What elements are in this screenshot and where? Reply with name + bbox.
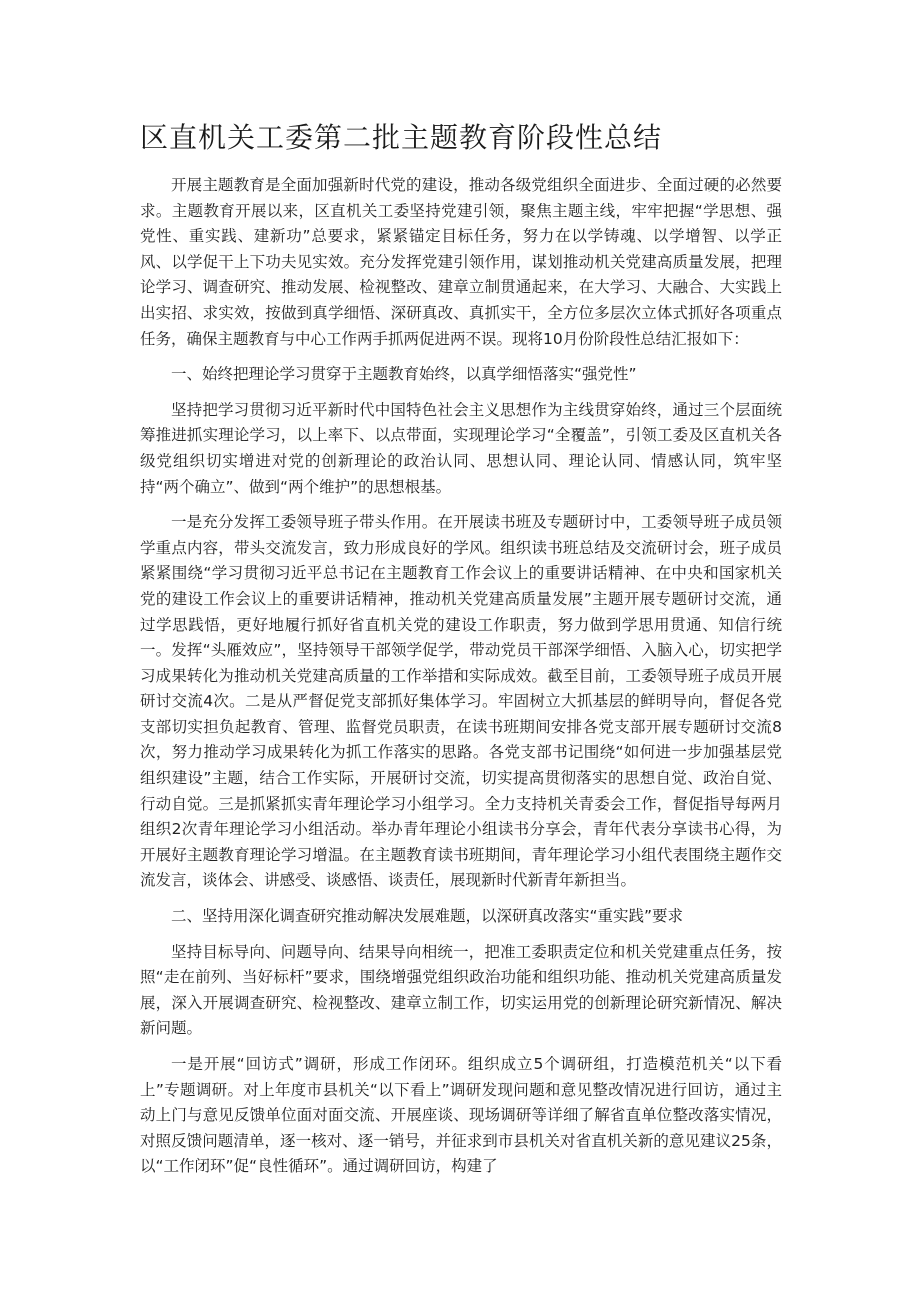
- body-paragraph: 一是充分发挥工委领导班子带头作用。在开展读书班及专题研讨中，工委领导班子成员领学重点内容，带头交流发言，致力形成良好的学风。组织读书班总结及交流研讨会，班子成员紧紧围绕“学习贯彻习近平总书记在主题教育工作会议上的重要讲话精神、在中央和国家机关党的建设工作会议上的重要讲话精神，推动机关党建高质量发展”主题开展专题研讨交流，通过学思践悟，更好地履行抓好省直机关党的建设工作职责，努力做到学思用贯通、知信行统一。发挥“头雁效应”，坚持领导干部领学促学，带动党员干部深学细悟、入脑入心，切实把学习成果转化为推动机关党建高质量的工作举措和实际成效。截至目前，工委领导班子成员开展研讨交流4次。二是从严督促党支部抓好集体学习。牢固树立大抓基层的鲜明导向，督促各党支部切实担负起教育、管理、监督党员职责，在读书班期间安排各党支部开展专题研讨交流8次，努力推动学习成果转化为抓工作落实的思路。各党支部书记围绕“如何进一步加强基层党组织建设”主题，结合工作实际，开展研讨交流，切实提高贯彻落实的思想自觉、政治自觉、行动自觉。三是抓紧抓实青年理论学习小组学习。全力支持机关青委会工作，督促指导每两月组织2次青年理论学习小组活动。举办青年理论小组读书分享会，青年代表分享读书心得，为开展好主题教育理论学习增温。在主题教育读书班期间，青年理论学习小组代表围绕主题作交流发言，谈体会、讲感受、谈感悟、谈责任，展现新时代新青年新担当。: [140, 513, 782, 890]
- body-paragraph: 坚持把学习贯彻习近平新时代中国特色社会主义思想作为主线贯穿始终，通过三个层面统筹推进抓实理论学习，以上率下、以点带面，实现理论学习“全覆盖”，引领工委及区直机关各级党组织切实增进对党的创新理论的政治认同、思想认同、理论认同、情感认同，筑牢坚持“两个确立”、做到“两个维护”的思想根基。: [140, 400, 782, 496]
- document-body: [140, 173, 782, 1190]
- section-heading-1: 一、始终把理论学习贯穿于主题教育始终，以真学细悟落实“强党性”: [171, 365, 637, 384]
- body-paragraph: 坚持目标导向、问题导向、结果导向相统一，把准工委职责定位和机关党建重点任务，按照“走在前列、当好标杆”要求，围绕增强党组织政治功能和组织功能、推动机关党建高质量发展，深入开展调查研究、检视整改、建章立制工作，切实运用党的创新理论研究新情况、解决新问题。: [140, 942, 782, 1038]
- intro-paragraph: 开展主题教育是全面加强新时代党的建设，推动各级党组织全面进步、全面过硬的必然要求。主题教育开展以来，区直机关工委坚持党建引领，聚焦主题主线，牢牢把握“学思想、强党性、重实践、建新功”总要求，紧紧锚定目标任务，努力在以学铸魂、以学增智、以学正风、以学促干上下功夫见实效。充分发挥党建引领作用，谋划推动机关党建高质量发展，把理论学习、调查研究、推动发展、检视整改、建章立制贯通起来，在大学习、大融合、大实践上出实招、求实效，按做到真学细悟、深研真改、真抓实干，全方位多层次立体式抓好各项重点任务，确保主题教育与中心工作两手抓两促进两不误。现将10月份阶段性总结汇报如下：: [140, 176, 782, 348]
- document-title: 区直机关工委第二批主题教育阶段性总结: [140, 121, 663, 154]
- body-paragraph: 一是开展“回访式”调研，形成工作闭环。组织成立5个调研组，打造模范机关“以下看上”专题调研。对上年度市县机关“以下看上”调研发现问题和意见整改情况进行回访，通过主动上门与意见反馈单位面对面交流、开展座谈、现场调研等详细了解省直单位整改落实情况，对照反馈问题清单，逐一核对、逐一销号，并征求到市县机关对省直机关新的意见建议25条，以“工作闭环”促“良性循环”。通过调研回访，构建了: [140, 1055, 782, 1176]
- section-heading-2: 二、坚持用深化调查研究推动解决发展难题，以深研真改落实“重实践”要求: [171, 907, 684, 926]
